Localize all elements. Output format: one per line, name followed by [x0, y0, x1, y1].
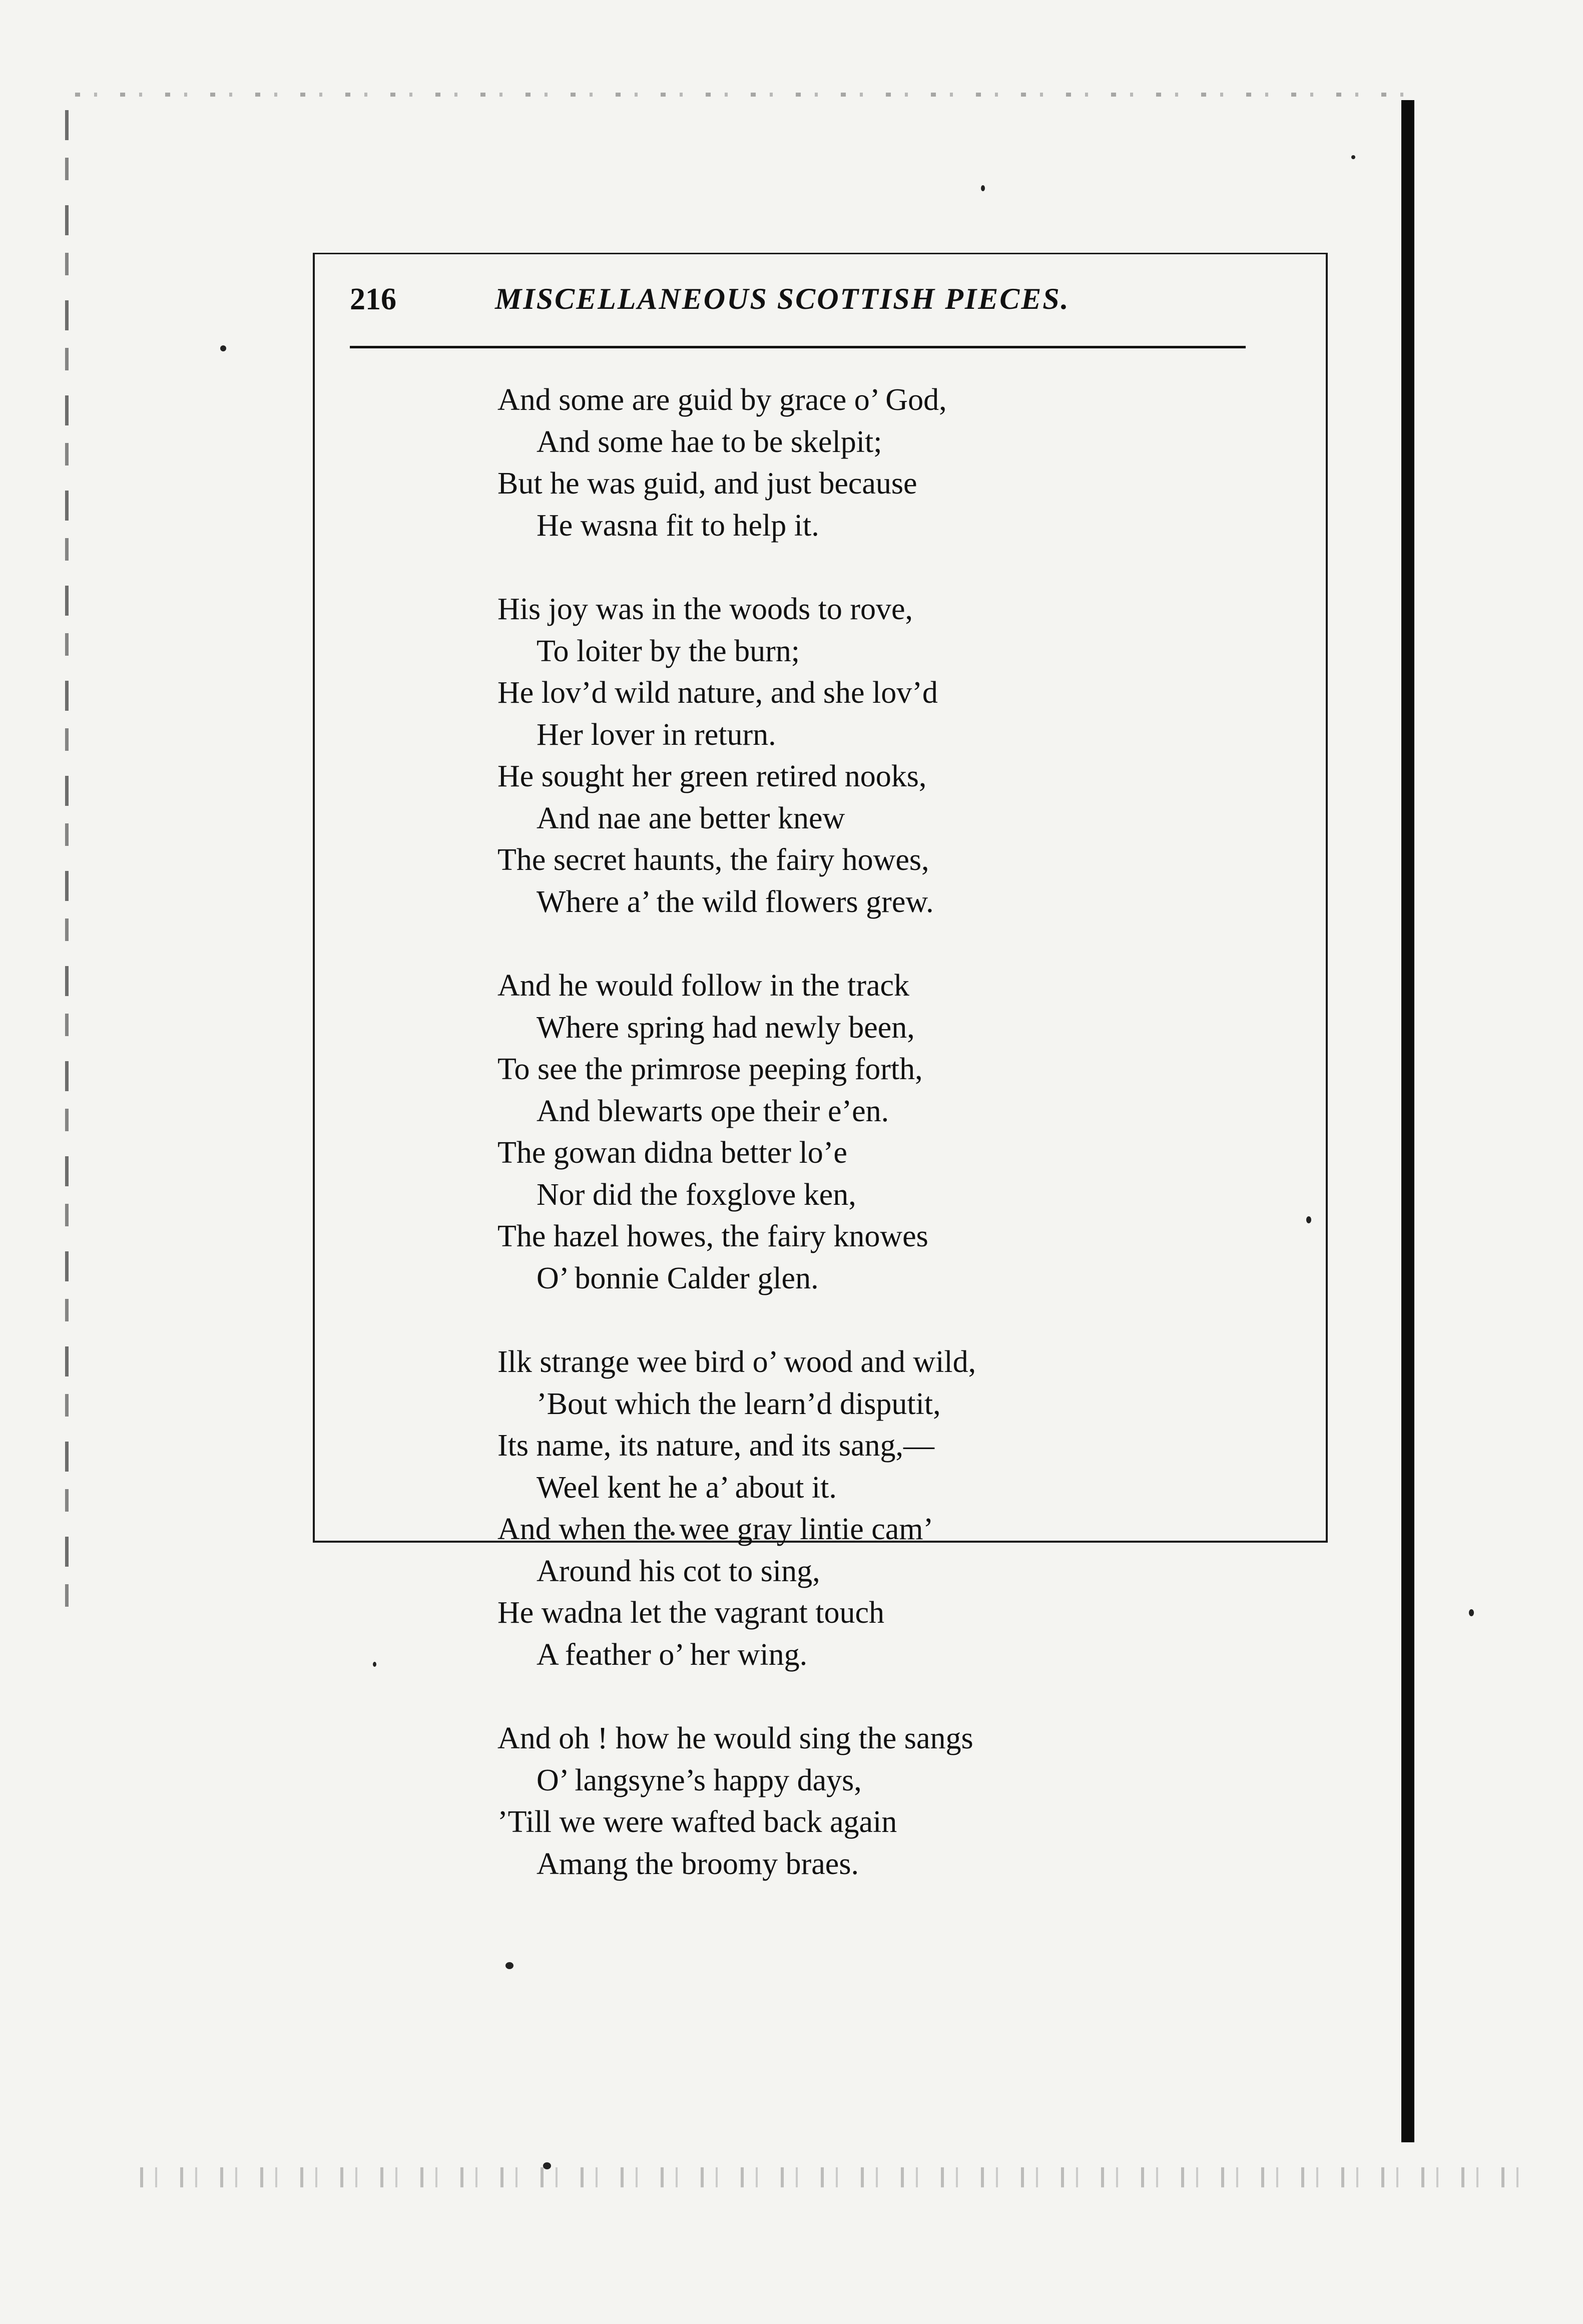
poem-line: O’ bonnie Calder glen.: [537, 1261, 819, 1295]
poem-line: He sought her green retired nooks,: [497, 759, 927, 793]
poem-line: He lov’d wild nature, and she lov’d: [497, 676, 938, 710]
running-title: MISCELLANEOUS SCOTTISH PIECES.: [495, 282, 1070, 315]
poem-line: The secret haunts, the fairy howes,: [497, 843, 929, 877]
scan-top-noise: [75, 93, 1426, 97]
scan-right-edge-bar: [1401, 100, 1414, 2142]
poem-line: He wasna fit to help it.: [537, 508, 819, 543]
page-number: 216: [350, 282, 396, 316]
stanza: [497, 965, 1248, 1299]
stanza: [497, 1341, 1248, 1676]
poem-line: ’Bout which the learn’d disputit,: [537, 1386, 941, 1421]
poem-line: The gowan didna better lo’e: [497, 1136, 847, 1170]
poem-line: Her lover in return.: [537, 717, 776, 752]
poem-line: And nae ane better knew: [537, 801, 845, 835]
stanza: [497, 589, 1248, 923]
scan-speck: [1351, 155, 1355, 159]
stanza: [497, 1718, 1248, 1885]
poem-line: And some are guid by grace o’ God,: [497, 383, 947, 417]
stanza: [497, 379, 1248, 547]
scan-speck: [543, 2162, 551, 2169]
poem-line: Where spring had newly been,: [537, 1010, 915, 1045]
poem-line: ’Till we were wafted back again: [497, 1805, 897, 1839]
header-rule: [350, 346, 1246, 348]
poem-line: And some hae to be skelpit;: [537, 424, 882, 459]
poem-line: Around his cot to sing,: [537, 1554, 820, 1588]
poem-line: And oh ! how he would sing the sangs: [497, 1721, 973, 1755]
scan-speck: [505, 1962, 513, 1969]
poem-line: Its name, its nature, and its sang,—: [497, 1429, 934, 1463]
scan-bottom-noise: [140, 2167, 1541, 2187]
poem-line: And when the wee gray lintie cam’: [497, 1512, 934, 1546]
poem-line: Amang the broomy braes.: [537, 1846, 859, 1881]
poem-line: The hazel howes, the fairy knowes: [497, 1219, 928, 1253]
poem-line: Where a’ the wild flowers grew.: [537, 884, 934, 919]
poem-line: O’ langsyne’s happy days,: [537, 1763, 862, 1797]
poem-line: To see the primrose peeping forth,: [497, 1052, 923, 1086]
poem-line: Ilk strange wee bird o’ wood and wild,: [497, 1345, 976, 1379]
poem-line: His joy was in the woods to rove,: [497, 592, 913, 626]
scan-speck: [1469, 1609, 1474, 1616]
poem-line: And blewarts ope their e’en.: [537, 1094, 889, 1128]
poem-body: [497, 379, 1248, 1927]
scan-speck: [981, 185, 985, 191]
poem-line: And he would follow in the track: [497, 969, 910, 1003]
poem-line: Weel kent he a’ about it.: [537, 1470, 837, 1505]
poem-line: He wadna let the vagrant touch: [497, 1596, 884, 1630]
page-frame: [313, 253, 1328, 1881]
scan-speck: [373, 1662, 376, 1667]
poem-line: A feather o’ her wing.: [537, 1637, 808, 1672]
poem-line: But he was guid, and just because: [497, 467, 917, 501]
scan-left-edge: [65, 110, 69, 1622]
scan-speck: [220, 345, 226, 351]
running-head: [350, 282, 1296, 322]
poem-line: To loiter by the burn;: [537, 634, 800, 668]
poem-line: Nor did the foxglove ken,: [537, 1177, 856, 1212]
